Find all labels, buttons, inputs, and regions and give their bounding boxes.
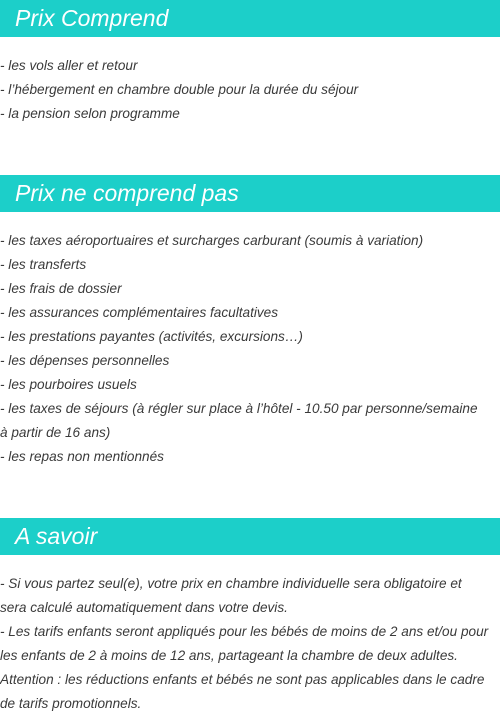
list-item: - l’hébergement en chambre double pour la durée du séjour xyxy=(0,82,359,97)
list-item: - les pourboires usuels xyxy=(0,377,137,392)
info-line: Attention : les réductions enfants et bébés ne sont pas applicables dans le cadre xyxy=(0,672,485,687)
list-item: - les dépenses personnelles xyxy=(0,353,170,368)
info-line: les enfants de 2 à moins de 12 ans, partageant la chambre de deux adultes. xyxy=(0,648,458,663)
list-item: - les taxes aéroportuaires et surcharges carburant (soumis à variation) xyxy=(0,233,424,248)
section-body-good-to-know xyxy=(0,572,500,715)
list-item: - les taxes de séjours (à régler sur place à l’hôtel - 10.50 par personne/semaine xyxy=(0,401,478,416)
list-item: - les transferts xyxy=(0,257,87,272)
list-item: - les frais de dossier xyxy=(0,281,122,296)
list-item: - les vols aller et retour xyxy=(0,58,138,73)
section-body-not-included xyxy=(0,229,500,469)
section-header-included: Prix Comprend xyxy=(0,0,500,37)
info-line: - Si vous partez seul(e), votre prix en chambre individuelle sera obligatoire et xyxy=(0,576,462,591)
list-item: - les repas non mentionnés xyxy=(0,449,164,464)
info-line: sera calculé automatiquement dans votre devis. xyxy=(0,600,288,615)
info-line: - Les tarifs enfants seront appliqués pour les bébés de moins de 2 ans et/ou pour xyxy=(0,624,489,639)
section-header-not-included: Prix ne comprend pas xyxy=(0,175,500,212)
section-header-good-to-know: A savoir xyxy=(0,518,500,555)
info-line: de tarifs promotionnels. xyxy=(0,696,142,711)
list-item-continuation: à partir de 16 ans) xyxy=(0,425,111,440)
section-body-included xyxy=(0,54,500,126)
list-item: - les prestations payantes (activités, excursions…) xyxy=(0,329,303,344)
list-item: - les assurances complémentaires facultatives xyxy=(0,305,279,320)
list-item: - la pension selon programme xyxy=(0,106,180,121)
